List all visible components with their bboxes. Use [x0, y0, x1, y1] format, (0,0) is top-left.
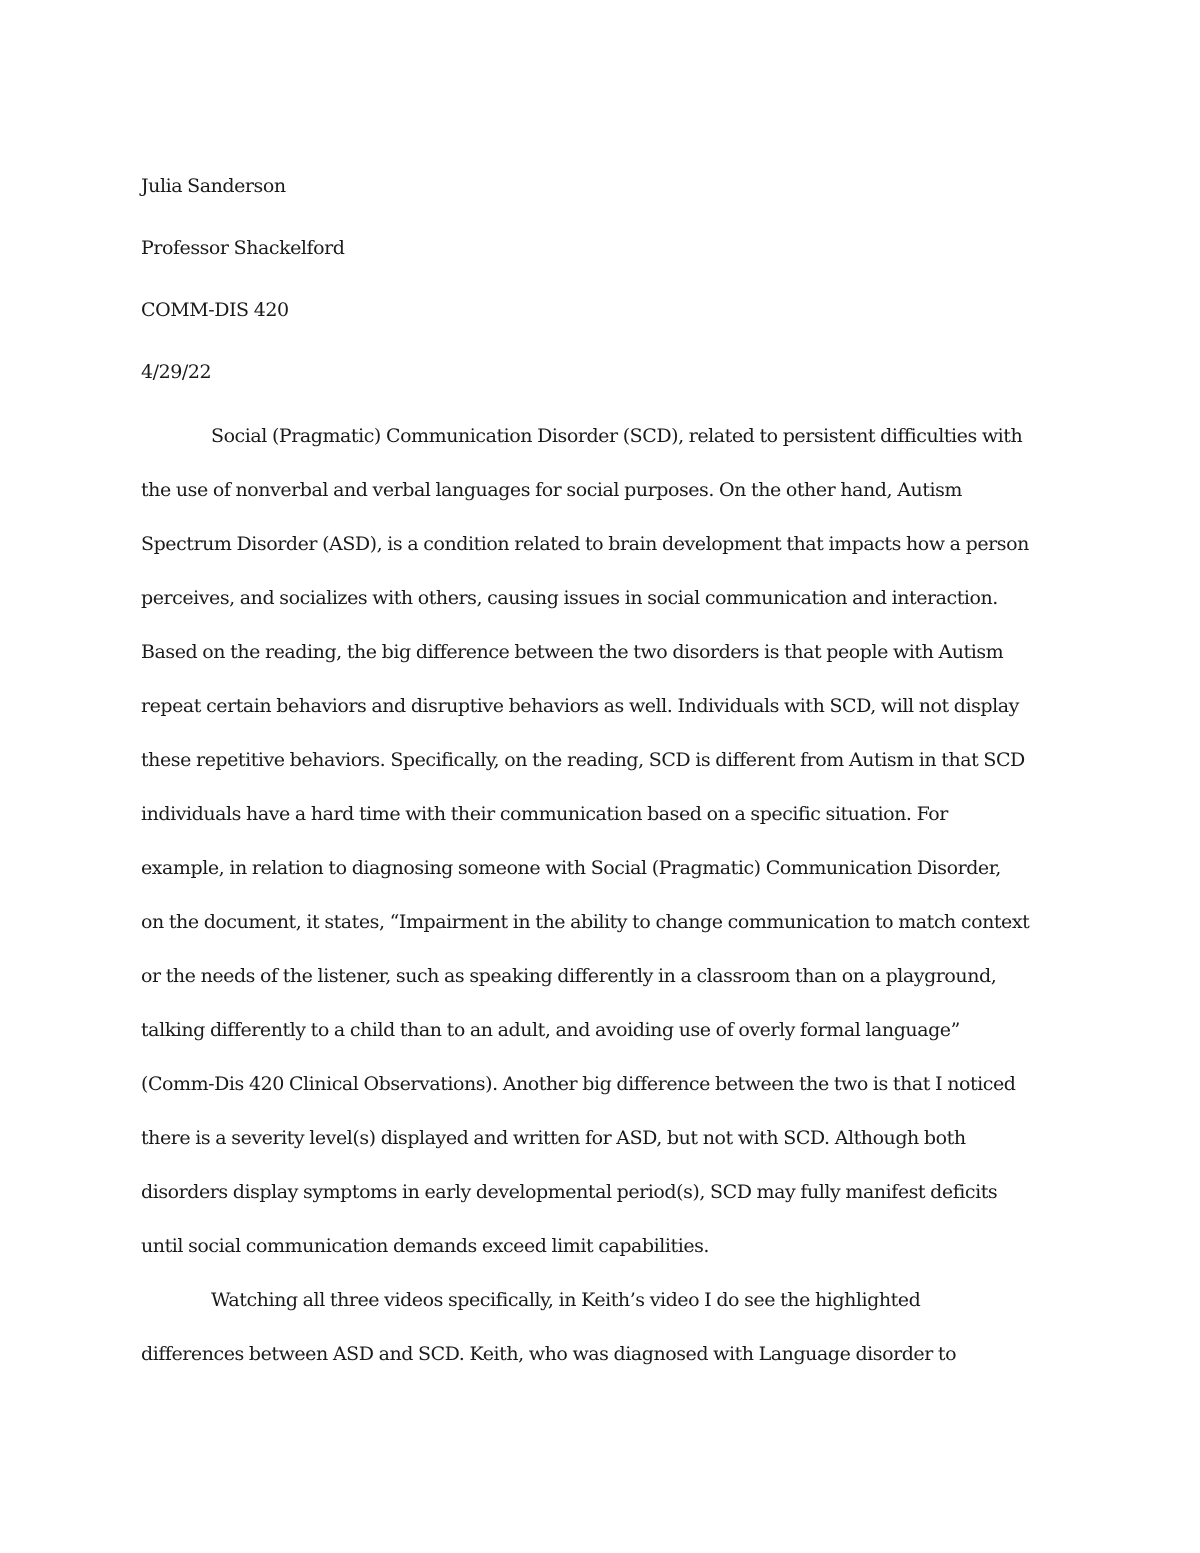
paragraph-line: Watching all three videos specifically, in Keith’s video I do see the highlighted [211, 1289, 921, 1311]
paragraph-line: on the document, it states, “Impairment in the ability to change communication to match context [141, 911, 1030, 933]
document-header [141, 171, 344, 419]
paragraph-line: example, in relation to diagnosing someone with Social (Pragmatic) Communication Disorder, [141, 857, 1001, 879]
paragraph-line: Social (Pragmatic) Communication Disorder (SCD), related to persistent difficulties with [211, 425, 1023, 447]
document-body [141, 421, 1061, 1393]
paragraph-line: (Comm-Dis 420 Clinical Observations). Another big difference between the two is that I noticed [141, 1073, 1016, 1095]
paragraph-line: these repetitive behaviors. Specifically, on the reading, SCD is different from Autism in that SCD [141, 749, 1025, 771]
paragraph-line: the use of nonverbal and verbal languages for social purposes. On the other hand, Autism [141, 479, 962, 501]
paragraph-line: there is a severity level(s) displayed and written for ASD, but not with SCD. Although both [141, 1127, 966, 1149]
author-name: Julia Sanderson [141, 175, 286, 197]
paragraph-line: repeat certain behaviors and disruptive behaviors as well. Individuals with SCD, will not display [141, 695, 1019, 717]
paragraph-line: Based on the reading, the big difference between the two disorders is that people with Autism [141, 641, 1004, 663]
paragraph-line: differences between ASD and SCD. Keith, who was diagnosed with Language disorder to [141, 1343, 957, 1365]
paragraph-line: or the needs of the listener, such as speaking differently in a classroom than on a playground, [141, 965, 997, 987]
paragraph-line: perceives, and socializes with others, causing issues in social communication and interaction. [141, 587, 998, 609]
professor-name: Professor Shackelford [141, 237, 345, 259]
paragraph-line: Spectrum Disorder (ASD), is a condition related to brain development that impacts how a person [141, 533, 1029, 555]
paragraph-2 [141, 1285, 1061, 1393]
course-code: COMM-DIS 420 [141, 299, 289, 321]
paragraph-line: until social communication demands exceed limit capabilities. [141, 1235, 710, 1257]
paragraph-line: talking differently to a child than to an adult, and avoiding use of overly formal language” [141, 1019, 960, 1041]
paragraph-1 [141, 421, 1061, 1285]
paragraph-line: disorders display symptoms in early developmental period(s), SCD may fully manifest deficits [141, 1181, 998, 1203]
paragraph-line: individuals have a hard time with their communication based on a specific situation. For [141, 803, 948, 825]
document-date: 4/29/22 [141, 361, 212, 383]
